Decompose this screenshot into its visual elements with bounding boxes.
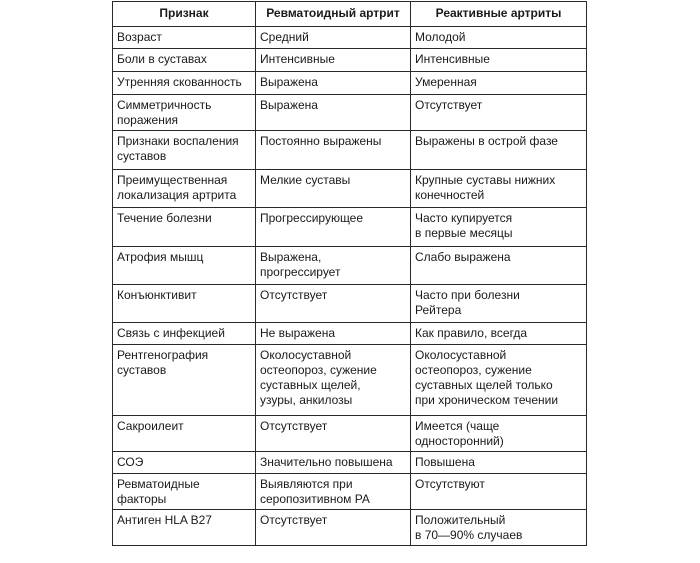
comparison-table	[112, 1, 587, 546]
rheumatoid-cell: Средний	[256, 27, 411, 49]
header-row	[113, 2, 587, 27]
sign-cell: Утренняя скованность	[113, 72, 256, 95]
sign-cell: Связь с инфекцией	[113, 323, 256, 345]
table-row	[113, 345, 587, 416]
sign-cell: Течение болезни	[113, 208, 256, 247]
sign-cell: Симметричность поражения	[113, 95, 256, 131]
header-cell-rheumatoid: Ревматоидный артрит	[256, 2, 411, 27]
sign-cell: Боли в суставах	[113, 49, 256, 72]
table-row	[113, 49, 587, 72]
reactive-cell: Как правило, всегда	[411, 323, 587, 345]
table-row	[113, 474, 587, 510]
sign-cell: Рентгенография суставов	[113, 345, 256, 416]
rheumatoid-cell: Выражена, прогрессирует	[256, 247, 411, 285]
reactive-cell: Интенсивные	[411, 49, 587, 72]
reactive-cell: Умеренная	[411, 72, 587, 95]
table-row	[113, 72, 587, 95]
table-body	[113, 27, 587, 546]
rheumatoid-cell: Отсутствует	[256, 416, 411, 452]
table-row	[113, 416, 587, 452]
reactive-cell: Слабо выражена	[411, 247, 587, 285]
reactive-cell: Выражены в острой фазе	[411, 131, 587, 170]
rheumatoid-cell: Отсутствует	[256, 285, 411, 323]
table-row	[113, 170, 587, 208]
sign-cell: Возраст	[113, 27, 256, 49]
reactive-cell: Часто купируется в первые месяцы	[411, 208, 587, 247]
reactive-cell: Имеется (чаще односторонний)	[411, 416, 587, 452]
rheumatoid-cell: Отсутствует	[256, 510, 411, 546]
rheumatoid-cell: Мелкие суставы	[256, 170, 411, 208]
sign-cell: СОЭ	[113, 452, 256, 474]
sign-cell: Ревматоидные факторы	[113, 474, 256, 510]
table-row	[113, 208, 587, 247]
sign-cell: Конъюнктивит	[113, 285, 256, 323]
sign-cell: Признаки воспаления суставов	[113, 131, 256, 170]
rheumatoid-cell: Интенсивные	[256, 49, 411, 72]
rheumatoid-cell: Выявляются при серопозитивном РА	[256, 474, 411, 510]
reactive-cell: Отсутствует	[411, 95, 587, 131]
reactive-cell: Повышена	[411, 452, 587, 474]
rheumatoid-cell: Постоянно выражены	[256, 131, 411, 170]
rheumatoid-cell: Выражена	[256, 72, 411, 95]
rheumatoid-cell: Околосуставной остеопороз, сужение суставных щелей, узуры, анкилозы	[256, 345, 411, 416]
table-row	[113, 285, 587, 323]
table-row	[113, 95, 587, 131]
rheumatoid-cell: Прогрессирующее	[256, 208, 411, 247]
reactive-cell: Околосуставной остеопороз, сужение суставных щелей только при хроническом течении	[411, 345, 587, 416]
rheumatoid-cell: Не выражена	[256, 323, 411, 345]
header-cell-sign: Признак	[113, 2, 256, 27]
reactive-cell: Часто при болезни Рейтера	[411, 285, 587, 323]
table-row	[113, 323, 587, 345]
sign-cell: Преимущественная локализация артрита	[113, 170, 256, 208]
sign-cell: Атрофия мышц	[113, 247, 256, 285]
table-row	[113, 131, 587, 170]
reactive-cell: Положительный в 70—90% случаев	[411, 510, 587, 546]
header-cell-reactive: Реактивные артриты	[411, 2, 587, 27]
reactive-cell: Отсутствуют	[411, 474, 587, 510]
table-row	[113, 452, 587, 474]
sign-cell: Сакроилеит	[113, 416, 256, 452]
rheumatoid-cell: Выражена	[256, 95, 411, 131]
rheumatoid-cell: Значительно повышена	[256, 452, 411, 474]
reactive-cell: Крупные суставы нижних конечностей	[411, 170, 587, 208]
reactive-cell: Молодой	[411, 27, 587, 49]
sign-cell: Антиген HLA B27	[113, 510, 256, 546]
table-row	[113, 27, 587, 49]
table-row	[113, 510, 587, 546]
table-row	[113, 247, 587, 285]
